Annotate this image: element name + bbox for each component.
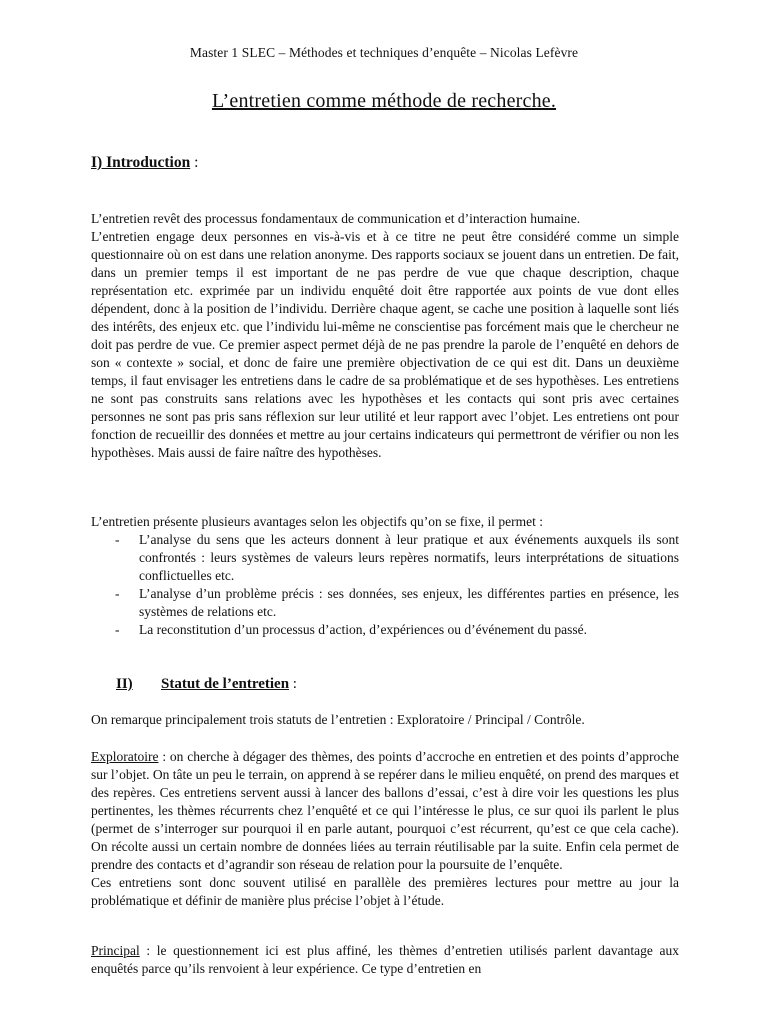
running-header: Master 1 SLEC – Méthodes et techniques d’enquête – Nicolas Lefèvre xyxy=(189,45,579,60)
dash-bullet: - xyxy=(115,532,120,547)
section-heading-statut xyxy=(116,676,297,693)
list-item xyxy=(91,585,679,621)
exploratoire-block xyxy=(91,748,679,910)
section-heading-label: Statut de l’entretien xyxy=(161,676,290,692)
heading-colon: : xyxy=(190,154,199,171)
list-item-text: La reconstitution d’un processus d’action, d’expériences ou d’événement du passé. xyxy=(139,622,587,637)
advantages-block xyxy=(91,513,679,639)
section-number: II) xyxy=(116,676,133,692)
document-title: L’entretien comme méthode de recherche. xyxy=(211,90,557,112)
principal-paragraph xyxy=(91,942,679,978)
exploratoire-text: : on cherche à dégager des thèmes, des points d’accroche en entretien et des points d’approche sur l’objet. On tâte un peu le terrain, on apprend à se repérer dans le milieu enquêté, on prend des marques et des repères. Ces entretiens servent aussi à lancer des ballons d’essai, c’est à dire voir les questions les plus pertinentes, les thèmes récurrents chez l’enquêté et ce qui l’intéresse le plus, ce sur quoi ils parlent le plus (permet de s’interroger sur pourquoi il en parle autant, pourquoi c’est récurrent, qu’est ce que cela cache). On récolte aussi un certain nombre de données liées au terrain réutilisable par la suite. Enfin cela permet de prendre des contacts et d’agrandir son réseau de relation pour la poursuite de l’enquête. xyxy=(91,749,679,872)
exploratoire-paragraph xyxy=(91,748,679,874)
exploratoire-paragraph-2: Ces entretiens sont donc souvent utilisé en parallèle des premières lectures pour mettre au jour la problématique et définir de manière plus précise l’objet à l’étude. xyxy=(91,875,679,908)
principal-block xyxy=(91,942,679,978)
section-heading-label: I) Introduction xyxy=(91,154,191,171)
principal-text: : le questionnement ici est plus affiné, les thèmes d’entretien utilisés parlent davantage aux enquêtés parce qu’ils renvoient à leur expérience. Ce type d’entretien en xyxy=(91,943,679,976)
heading-colon: : xyxy=(289,676,297,692)
list-item xyxy=(91,531,679,585)
list-item-text: L’analyse d’un problème précis : ses données, ses enjeux, les différentes parties en présence, les systèmes de relations etc. xyxy=(139,586,679,619)
dash-bullet: - xyxy=(115,586,120,601)
principal-label: Principal xyxy=(91,943,140,958)
statut-intro-text: On remarque principalement trois statuts de l’entretien : Exploratoire / Principal / Contrôle. xyxy=(91,712,585,727)
exploratoire-label: Exploratoire xyxy=(91,749,159,764)
advantages-intro: L’entretien présente plusieurs avantages selon les objectifs qu’on se fixe, il permet : xyxy=(91,514,543,529)
intro-paragraph: L’entretien engage deux personnes en vis-à-vis et à ce titre ne peut être considéré comme un simple questionnaire où on est dans une relation anonyme. Des rapports sociaux se jouent dans un entretien. De fait, dans un premier temps il est important de ne pas perdre de vue que chaque description, chaque représentation etc. exprimée par un individu enquêté doit être rapportée aux points de vue dont elles dépendent, donc à la position de l’individu. Derrière chaque agent, se cache une position à laquelle sont liés des intérêts, des enjeux etc. que l’individu lui-même ne conscientise pas forcément mais que le chercheur ne doit pas perdre de vue. Ce premier aspect permet déjà de ne pas prendre la parole de l’enquêté en dehors de son « contexte » social, et donc de faire une première objectivation de ce qui est dit. Dans un deuxième temps, il faut envisager les entretiens dans le cadre de sa problématique et de ses hypothèses. Les entretiens ne sont pas construits sans relations avec les hypothèses et les contacts qui sont pris avec certaines personnes ne sont pas pris sans réflexion sur leur utilité et leur rapport avec l’objet. Les entretiens ont pour fonction de recueillir des données et mettre au jour certains indicateurs qui permettront de vérifier ou non les hypothèses. Mais aussi de faire naître des hypothèses. xyxy=(91,229,679,460)
section-heading-introduction xyxy=(91,154,198,172)
dash-bullet: - xyxy=(115,622,120,637)
list-item-text: L’analyse du sens que les acteurs donnent à leur pratique et aux événements auxquels ils sont confrontés : leurs systèmes de valeurs leurs repères normatifs, leurs interprétations de situations conflictuelles etc. xyxy=(139,532,679,583)
list-item xyxy=(91,621,679,639)
statut-intro xyxy=(91,711,679,729)
introduction-body xyxy=(91,210,679,462)
intro-paragraph: L’entretien revêt des processus fondamentaux de communication et d’interaction humaine. xyxy=(91,211,581,226)
advantages-list xyxy=(91,531,679,639)
